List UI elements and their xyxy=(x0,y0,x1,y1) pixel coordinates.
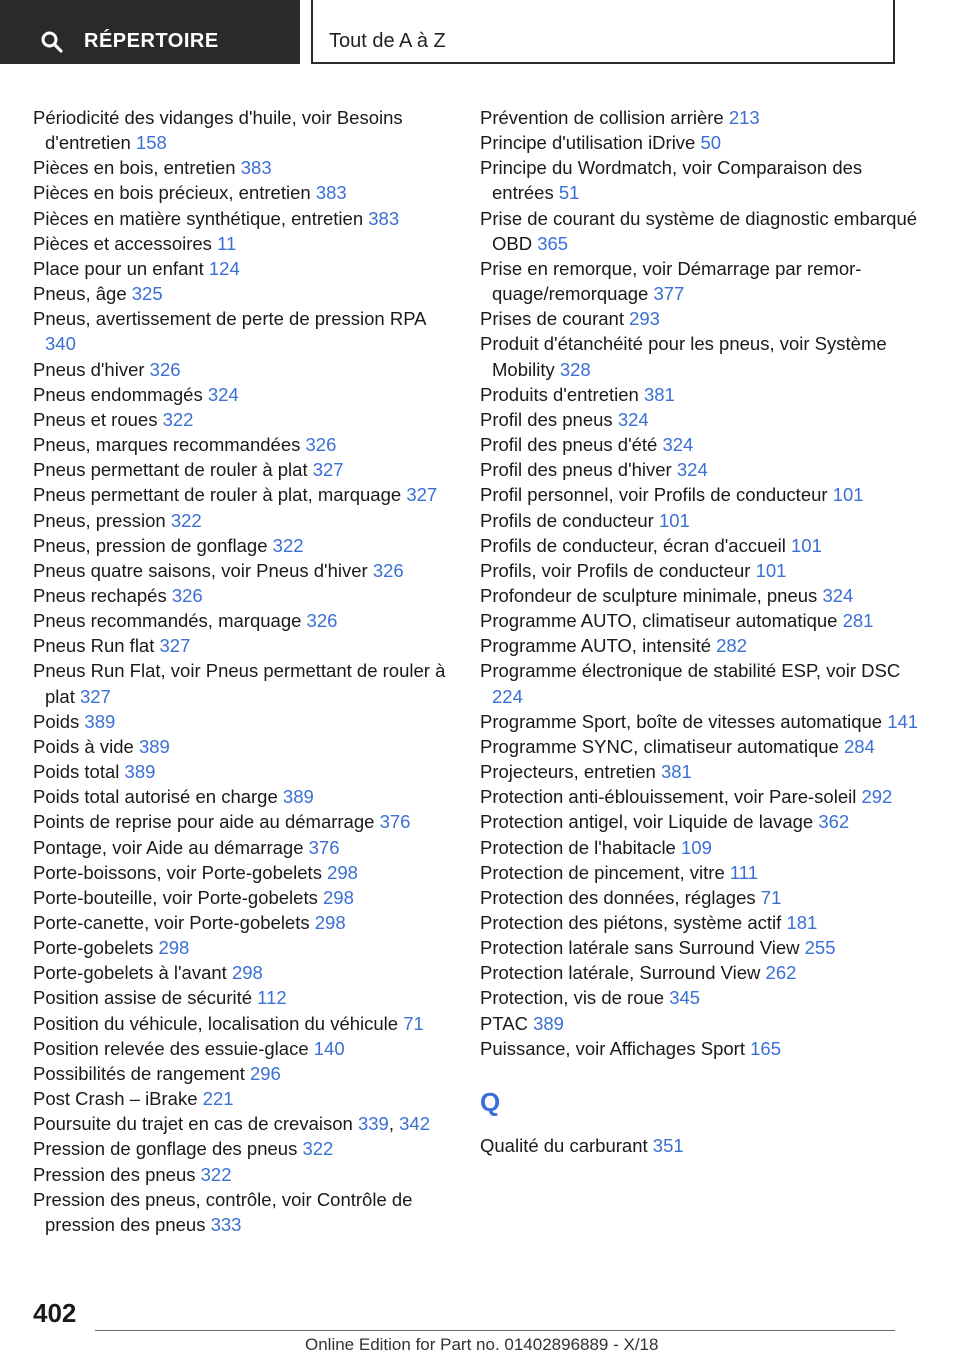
page-link[interactable]: 351 xyxy=(652,1134,684,1156)
index-entry xyxy=(33,357,453,382)
index-entry-text: Porte-gobelets xyxy=(33,937,154,959)
page-link[interactable]: 322 xyxy=(272,534,304,556)
index-entry-text: Poursuite du trajet en cas de crevaison xyxy=(33,1113,353,1135)
index-entry-text: Poids total xyxy=(33,761,120,783)
index-entry-text: Prévention de collision arrière xyxy=(480,107,724,128)
page-link[interactable]: 381 xyxy=(643,383,675,405)
index-entry-text: Principe d'utilisation iDrive xyxy=(480,132,696,154)
index-entry xyxy=(33,734,453,759)
index-entry-text: Pneus recommandés, marquage xyxy=(33,610,302,632)
page-link[interactable]: 324 xyxy=(617,408,649,430)
index-entry-text: Pièces et accessoires xyxy=(33,232,212,254)
index-entry-text: Pneus Run Flat, voir Pneus permettant de rouler à plat xyxy=(33,660,446,707)
index-entry xyxy=(480,809,920,834)
index-entry-text: Post Crash – iBrake xyxy=(33,1088,198,1110)
index-entry xyxy=(33,457,453,482)
index-entry xyxy=(480,784,920,809)
index-entry xyxy=(33,960,453,985)
index-entry xyxy=(480,910,920,935)
index-entry-text: Position relevée des essuie-glace xyxy=(33,1037,309,1059)
index-entry xyxy=(480,206,920,256)
index-entry-text: Possibilités de rangement xyxy=(33,1062,245,1084)
index-entry-text: Pneus, marques recommandées xyxy=(33,434,301,456)
page-link[interactable]: 389 xyxy=(124,761,156,783)
tab-section-label: Tout de A à Z xyxy=(329,30,446,52)
index-entry-text: Pièces en bois, entretien xyxy=(33,157,236,179)
page-link[interactable]: 101 xyxy=(755,559,787,581)
index-entry xyxy=(33,558,453,583)
index-entry-text: Pneus d'hiver xyxy=(33,358,145,380)
page-link[interactable]: 109 xyxy=(681,836,712,858)
page-link[interactable]: 50 xyxy=(700,132,722,154)
page-link[interactable]: 365 xyxy=(537,232,569,254)
page-link[interactable]: 213 xyxy=(728,107,760,128)
index-entry-text: Pneus, pression de gonflage xyxy=(33,534,268,556)
index-entry xyxy=(480,885,920,910)
page-link[interactable]: 340 xyxy=(45,333,76,355)
page-link[interactable]: 71 xyxy=(760,886,782,908)
index-entry xyxy=(33,935,453,960)
page-link[interactable]: 281 xyxy=(842,610,874,632)
index-entry-text: Prise de courant du système de diagnostic embarqué OBD xyxy=(480,207,918,254)
index-entry-text: Protection antigel, voir Liquide de lavage xyxy=(480,811,814,833)
page-link[interactable]: 71 xyxy=(403,1012,424,1034)
page-link[interactable]: 333 xyxy=(210,1213,242,1235)
index-entry xyxy=(33,1136,453,1161)
page-link[interactable]: 326 xyxy=(305,434,337,456)
page-link[interactable]: 383 xyxy=(368,207,400,229)
index-entry xyxy=(480,130,920,155)
search-icon xyxy=(40,30,64,54)
page-link[interactable]: 383 xyxy=(315,182,347,204)
page-link[interactable]: 262 xyxy=(765,962,797,984)
index-entry-text: Position du véhicule, localisation du véhicule xyxy=(33,1012,399,1034)
page-link[interactable]: 362 xyxy=(818,811,850,833)
index-entry-text: Produit d'étanchéité pour les pneus, voir Système Mobility xyxy=(480,333,887,380)
page-link[interactable]: 377 xyxy=(653,283,685,305)
index-entry xyxy=(480,432,920,457)
index-entry-text: Profil des pneus d'été xyxy=(480,434,658,456)
page-link[interactable]: 141 xyxy=(887,710,919,732)
index-entry xyxy=(33,1061,453,1086)
index-entry xyxy=(480,935,920,960)
index-entry xyxy=(480,256,920,306)
index-entry-text: Produits d'entretien xyxy=(480,383,639,405)
page-link[interactable]: 298 xyxy=(314,912,346,933)
page-link[interactable]: 339 xyxy=(357,1113,389,1135)
index-entry xyxy=(33,985,453,1010)
index-entry xyxy=(480,633,920,658)
page-link[interactable]: 381 xyxy=(660,761,692,783)
page-link[interactable]: 376 xyxy=(308,836,340,858)
page-link[interactable]: 389 xyxy=(282,786,314,808)
page-link[interactable]: 383 xyxy=(240,157,272,179)
page-link[interactable]: 221 xyxy=(202,1088,234,1110)
index-entry-text: Place pour un enfant xyxy=(33,257,204,279)
page-link[interactable]: 292 xyxy=(861,786,893,808)
index-entry xyxy=(480,985,920,1010)
page-link[interactable]: 327 xyxy=(79,685,111,707)
page-link[interactable]: 101 xyxy=(791,534,822,556)
index-entry xyxy=(33,155,453,180)
index-entry xyxy=(33,482,453,507)
index-entry xyxy=(480,457,920,482)
index-entry xyxy=(480,709,920,734)
index-entry-text: Profils de conducteur xyxy=(480,509,654,531)
index-entry xyxy=(480,658,920,708)
page-link[interactable]: 298 xyxy=(327,861,358,883)
index-entry-text: Protection latérale, Surround View xyxy=(480,962,761,984)
index-entry: Poursuite du trajet en cas de crevaison 339, 342 xyxy=(33,1113,430,1135)
footer-divider xyxy=(95,1330,895,1331)
index-entry xyxy=(33,608,453,633)
page-link[interactable]: 326 xyxy=(171,584,203,606)
page-link[interactable]: 389 xyxy=(84,710,116,732)
index-entry-text: Pièces en bois précieux, entretien xyxy=(33,182,311,204)
page-link[interactable]: 324 xyxy=(822,584,854,606)
index-entry-text: Profils de conducteur, écran d'accueil xyxy=(480,534,786,556)
index-entry-text: Pneus, âge xyxy=(33,283,127,305)
index-entry-text: Poids total autorisé en charge xyxy=(33,786,278,808)
page-link[interactable]: 296 xyxy=(249,1062,281,1084)
index-entry-text: Pneus quatre saisons, voir Pneus d'hiver xyxy=(33,559,368,581)
index-entry-text: Profils, voir Profils de conducteur xyxy=(480,559,751,581)
page-link[interactable]: 389 xyxy=(533,1012,564,1034)
index-entry-text: Protection des piétons, système actif xyxy=(480,912,782,933)
index-entry-text: Pneus permettant de rouler à plat, marquage xyxy=(33,484,402,506)
page-link[interactable]: 101 xyxy=(832,484,864,506)
page-link[interactable]: 111 xyxy=(729,861,759,883)
index-entry xyxy=(480,960,920,985)
index-entry xyxy=(33,910,453,935)
page-link[interactable]: 324 xyxy=(207,383,239,405)
index-entry xyxy=(480,759,920,784)
page-link[interactable]: 325 xyxy=(131,283,163,305)
index-entry xyxy=(480,1133,920,1158)
index-entry xyxy=(480,105,920,130)
page-link[interactable]: 284 xyxy=(843,735,875,757)
index-entry-text: Qualité du carburant xyxy=(480,1134,648,1156)
footer-edition: Online Edition for Part no. 01402896889 - X/18 xyxy=(305,1335,659,1354)
tab-repertoire-label: RÉPERTOIRE xyxy=(84,30,219,52)
index-entry-text: Protection des données, réglages xyxy=(480,886,756,908)
page-link[interactable]: 327 xyxy=(406,484,438,506)
index-entry-text: Programme électronique de stabilité ESP, voir DSC xyxy=(480,660,901,682)
index-entry xyxy=(33,633,453,658)
page-link[interactable]: 298 xyxy=(323,886,354,908)
index-entry xyxy=(480,583,920,608)
index-entry xyxy=(33,1086,453,1111)
section-letter-q: Q xyxy=(480,1086,501,1117)
index-entry-text: Pontage, voir Aide au démarrage xyxy=(33,836,304,858)
index-entry-text: Prise en remorque, voir Démarrage par remorquage/remorquage xyxy=(480,257,862,305)
index-entry-text: Pneus permettant de rouler à plat xyxy=(33,459,308,481)
page-link[interactable]: 322 xyxy=(200,1163,232,1185)
page-link[interactable]: 101 xyxy=(658,509,690,531)
index-entry xyxy=(480,155,920,205)
page-link[interactable]: 326 xyxy=(372,559,404,581)
page-link[interactable]: 140 xyxy=(313,1037,345,1059)
index-entry xyxy=(33,1036,453,1061)
index-entry xyxy=(480,533,920,558)
index-entry-text: Profil des pneus d'hiver xyxy=(480,459,672,481)
index-entry-text: Porte-boissons, voir Porte-gobelets xyxy=(33,861,322,883)
index-entry-text: Pression de gonflage des pneus xyxy=(33,1138,298,1160)
index-entry xyxy=(33,306,453,356)
index-entry-text: Poids xyxy=(33,710,80,732)
index-entry xyxy=(33,256,453,281)
index-entry xyxy=(33,533,453,558)
page-link[interactable]: 328 xyxy=(559,358,591,380)
index-entry-text: Projecteurs, entretien xyxy=(480,761,656,783)
page-link[interactable]: 282 xyxy=(716,635,748,657)
index-entry xyxy=(480,407,920,432)
index-entry-text: PTAC xyxy=(480,1012,528,1034)
index-entry xyxy=(33,508,453,533)
index-entry-text: Points de reprise pour aide au démarrage xyxy=(33,811,375,833)
index-entry-text: Porte-gobelets à l'avant xyxy=(33,962,227,984)
index-entry xyxy=(33,709,453,734)
index-entry-text: Prises de courant xyxy=(480,308,624,330)
page-link[interactable]: 322 xyxy=(162,408,194,430)
index-list-p xyxy=(480,105,920,1061)
index-entry xyxy=(480,558,920,583)
page-link[interactable]: 298 xyxy=(231,962,263,984)
page-link[interactable]: 112 xyxy=(257,987,287,1009)
index-entry xyxy=(480,306,920,331)
index-entry-text: Porte-canette, voir Porte-gobelets xyxy=(33,912,310,933)
page-link[interactable]: 322 xyxy=(170,509,202,531)
page-link[interactable]: 326 xyxy=(149,358,181,380)
index-entry-text: Pression des pneus, contrôle, voir Contrôle de pression des pneus xyxy=(33,1188,413,1235)
index-entry xyxy=(33,231,453,256)
index-entry-text: Poids à vide xyxy=(33,735,134,757)
index-entry xyxy=(33,382,453,407)
index-column-right xyxy=(480,105,920,1158)
index-entry xyxy=(33,432,453,457)
index-entry xyxy=(480,1011,920,1036)
index-entry-text: Puissance, voir Affichages Sport xyxy=(480,1037,745,1059)
index-entry-text: Pièces en matière synthétique, entretien xyxy=(33,207,364,229)
page-link[interactable]: 158 xyxy=(135,132,167,154)
index-entry xyxy=(33,1011,453,1036)
index-entry xyxy=(480,1036,920,1061)
page-link[interactable]: 124 xyxy=(208,257,240,279)
index-entry xyxy=(33,658,453,708)
index-entry-text: Pneus Run flat xyxy=(33,635,155,657)
page-link[interactable]: 181 xyxy=(786,912,818,933)
index-entry-text: Principe du Wordmatch, voir Comparaison des entrées xyxy=(480,157,863,204)
index-entry xyxy=(33,759,453,784)
index-entry-text: Pneus rechapés xyxy=(33,584,167,606)
index-entry xyxy=(33,281,453,306)
index-entry-text: Pneus endommagés xyxy=(33,383,203,405)
header xyxy=(0,0,960,68)
page-link[interactable]: 342 xyxy=(399,1113,430,1135)
index-entry xyxy=(33,1187,453,1237)
page-link[interactable]: 324 xyxy=(676,459,708,481)
page-link[interactable]: 327 xyxy=(159,635,191,657)
index-entry xyxy=(480,331,920,381)
page-link[interactable]: 224 xyxy=(492,685,523,707)
index-entry-text: Pneus, avertissement de perte de pression RPA xyxy=(33,308,426,330)
page-number: 402 xyxy=(33,1298,77,1328)
index-entry xyxy=(33,809,453,834)
index-entry xyxy=(33,1162,453,1187)
index-entry-text: Profondeur de sculpture minimale, pneus xyxy=(480,584,818,606)
index-entry-text: Pneus et roues xyxy=(33,408,158,430)
page-link[interactable]: 293 xyxy=(629,308,660,330)
index-list-q xyxy=(480,1133,920,1158)
index-entry xyxy=(33,835,453,860)
index-entry-text: Position assise de sécurité xyxy=(33,987,253,1009)
page-link[interactable]: 326 xyxy=(306,610,338,632)
page-link[interactable]: 298 xyxy=(158,937,190,959)
index-entry-text: Profil des pneus xyxy=(480,408,613,430)
index-entry-text: Protection latérale sans Surround View xyxy=(480,937,800,959)
index-entry xyxy=(480,608,920,633)
index-entry xyxy=(33,860,453,885)
index-entry-text: Profil personnel, voir Profils de conducteur xyxy=(480,484,828,506)
index-entry xyxy=(480,734,920,759)
index-entry-text: Périodicité des vidanges d'huile, voir Besoins d'entretien xyxy=(33,107,403,154)
page-link[interactable]: 165 xyxy=(750,1037,781,1059)
index-entry-text: Protection, vis de roue xyxy=(480,987,665,1009)
index-entry-text: Porte-bouteille, voir Porte-gobelets xyxy=(33,886,318,908)
index-entry xyxy=(33,407,453,432)
index-entry xyxy=(480,860,920,885)
page-link[interactable]: 324 xyxy=(662,434,694,456)
page-link[interactable]: 11 xyxy=(217,232,237,254)
index-entry-text: Pneus, pression xyxy=(33,509,166,531)
index-entry-text: Programme Sport, boîte de vitesses automatique xyxy=(480,710,883,732)
page-link[interactable]: 389 xyxy=(138,735,170,757)
page-link[interactable]: 345 xyxy=(669,987,701,1009)
index-entry xyxy=(33,583,453,608)
index-entry-text: Protection anti-éblouissement, voir Pare-soleil xyxy=(480,786,857,808)
index-entry xyxy=(33,784,453,809)
index-entry xyxy=(480,835,920,860)
index-entry xyxy=(480,382,920,407)
index-column-left xyxy=(33,105,453,1237)
index-entry xyxy=(33,885,453,910)
tab-repertoire[interactable] xyxy=(0,0,300,64)
page-link[interactable]: 327 xyxy=(312,459,344,481)
index-entry xyxy=(33,105,453,155)
index-entry-text: Pression des pneus xyxy=(33,1163,196,1185)
index-entry-text: Protection de pincement, vitre xyxy=(480,861,725,883)
tab-tout-de-a-a-z[interactable] xyxy=(311,0,895,64)
page-link[interactable]: 322 xyxy=(302,1138,334,1160)
index-entry xyxy=(33,206,453,231)
index-entry xyxy=(480,482,920,507)
page-link[interactable]: 376 xyxy=(379,811,411,833)
index-entry xyxy=(33,180,453,205)
index-entry-text: Programme SYNC, climatiseur automatique xyxy=(480,735,839,757)
page-link[interactable]: 51 xyxy=(558,182,580,204)
page-link[interactable]: 255 xyxy=(804,937,836,959)
index-entry-text: Programme AUTO, intensité xyxy=(480,635,711,657)
index-entry-text: Protection de l'habitacle xyxy=(480,836,676,858)
index-entry xyxy=(480,508,920,533)
index-entry-text: Programme AUTO, climatiseur automatique xyxy=(480,610,838,632)
